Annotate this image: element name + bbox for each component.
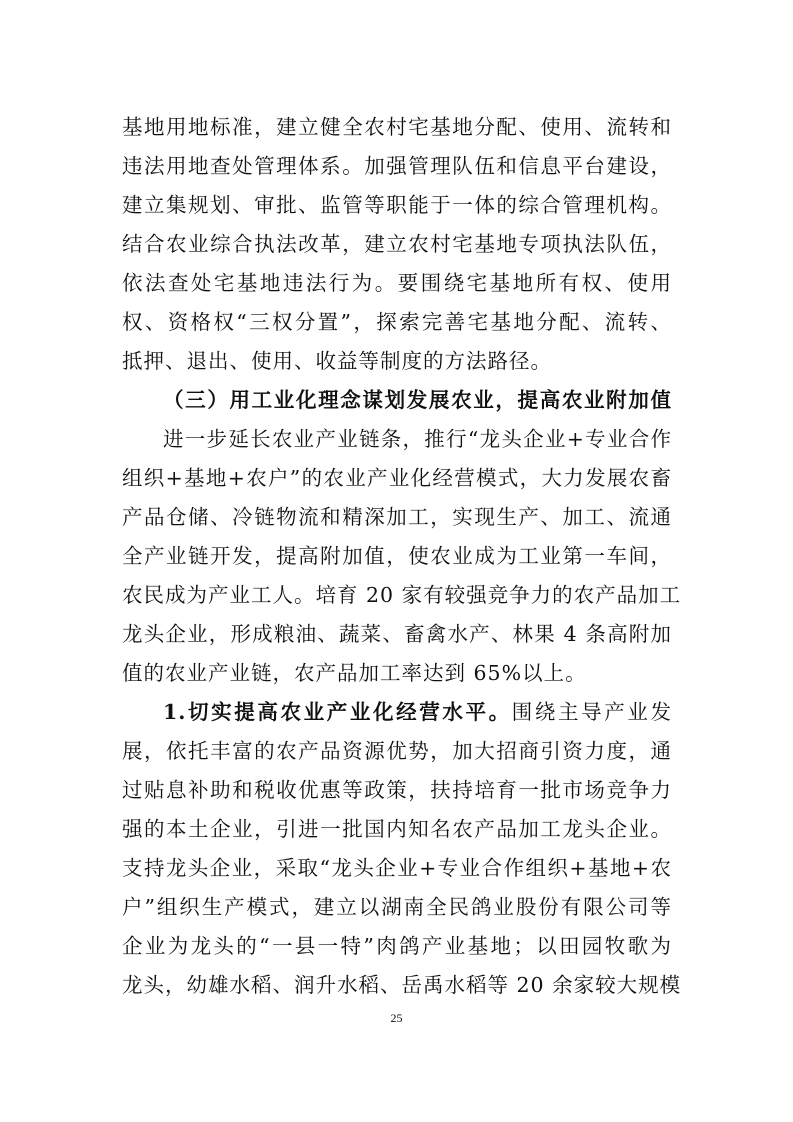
paragraph-line: 抵押、退出、使用、收益等制度的方法路径。 (122, 349, 552, 373)
paragraph-line: 值的农业产业链，农产品加工率达到 65%以上。 (122, 661, 587, 685)
paragraph-line: 结合农业综合执法改革，建立农村宅基地专项执法队伍， (122, 232, 672, 256)
paragraph-line: 强的本土企业，引进一批国内知名农产品加工龙头企业。 (122, 817, 672, 841)
paragraph-line: 组织+基地+农户”的农业产业化经营模式，大力发展农畜 (122, 466, 672, 490)
paragraph-line: 建立集规划、审批、监管等职能于一体的综合管理机构。 (122, 193, 672, 217)
paragraph-line: 全产业链开发，提高附加值，使农业成为工业第一车间， (122, 544, 672, 568)
paragraph-line: 进一步延长农业产业链条，推行“龙头企业+专业合作 (163, 427, 672, 451)
paragraph-line: 龙头，幼雄水稻、润升水稻、岳禹水稻等 20 余家较大规模 (122, 973, 682, 997)
paragraph-line: 依法查处宅基地违法行为。要围绕宅基地所有权、使用 (122, 271, 672, 295)
lead-rest-text: 围绕主导产业发 (511, 700, 673, 724)
paragraph-line: 户”组织生产模式，建立以湖南全民鸽业股份有限公司等 (122, 895, 672, 919)
paragraph-line: 龙头企业，形成粮油、蔬菜、畜禽水产、林果 4 条高附加 (122, 622, 672, 646)
paragraph-line: 违法用地查处管理体系。加强管理队伍和信息平台建设， (122, 154, 672, 178)
paragraph-line: 支持龙头企业，采取“龙头企业+专业合作组织+基地+农 (122, 856, 672, 880)
section-heading: （三）用工业化理念谋划发展农业，提高农业附加值 (163, 388, 672, 412)
paragraph-line: 产品仓储、冷链物流和精深加工，实现生产、加工、流通 (122, 505, 672, 529)
paragraph-line: 权、资格权“三权分置”，探索完善宅基地分配、流转、 (122, 310, 672, 334)
paragraph-line: 过贴息补助和税收优惠等政策，扶持培育一批市场竞争力 (122, 778, 672, 802)
paragraph-line: 基地用地标准，建立健全农村宅基地分配、使用、流转和 (122, 115, 672, 139)
bold-lead-text: 1.切实提高农业产业化经营水平。 (163, 700, 512, 724)
paragraph-line: 展，依托丰富的农产品资源优势，加大招商引资力度，通 (122, 739, 672, 763)
paragraph-first-line (163, 692, 672, 732)
paragraph-line: 企业为龙头的“一县一特”肉鸽产业基地；以田园牧歌为 (122, 934, 672, 958)
page-number: 25 (390, 1011, 403, 1025)
paragraph-line: 农民成为产业工人。培育 20 家有较强竞争力的农产品加工 (122, 583, 682, 607)
